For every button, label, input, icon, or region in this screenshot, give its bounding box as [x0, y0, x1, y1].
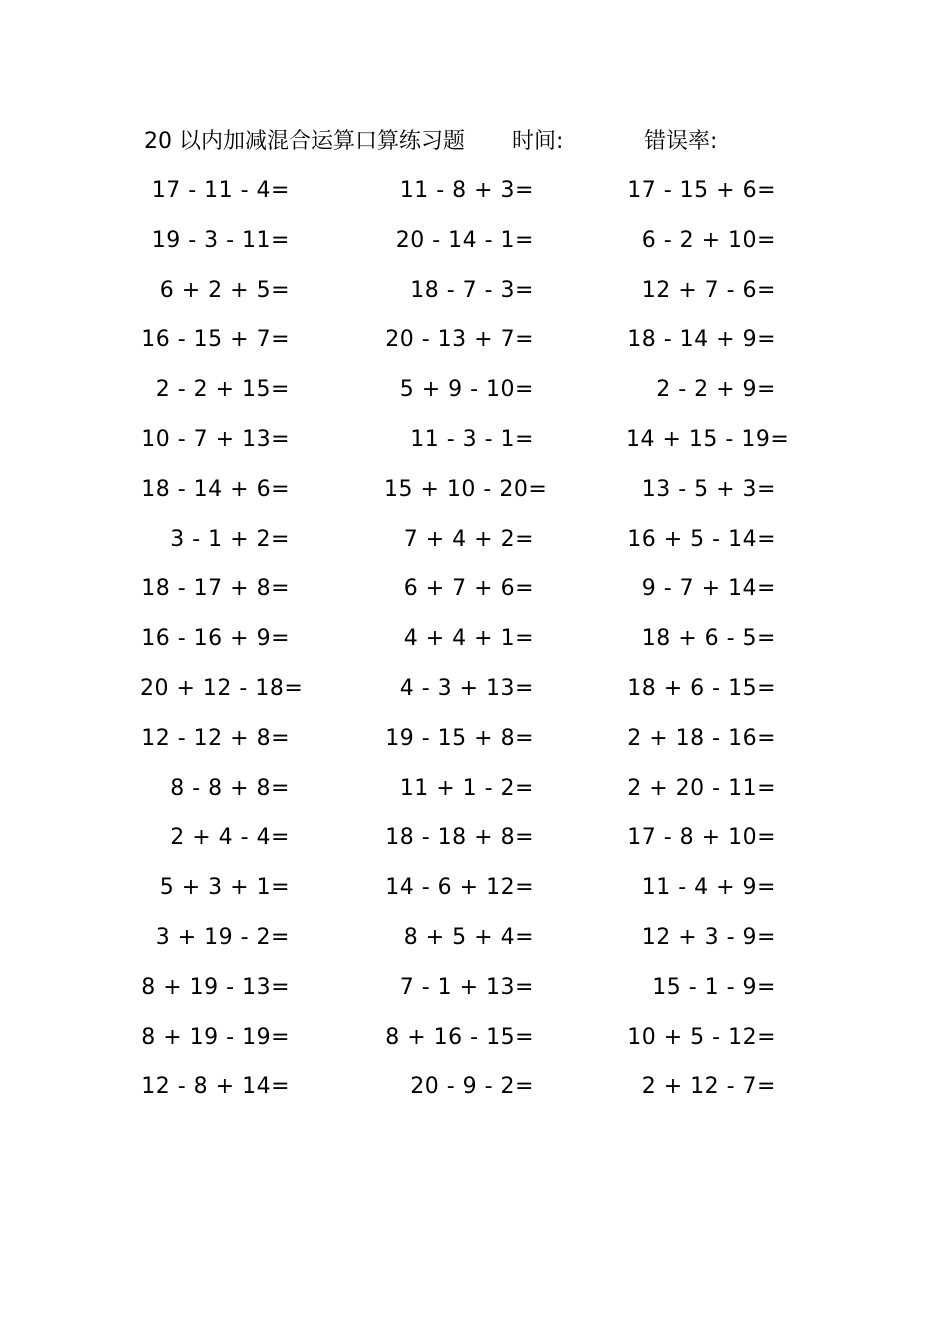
problem-row	[0, 517, 950, 567]
problem-item: 12 + 7 - 6=	[641, 277, 776, 303]
problem-row	[0, 566, 950, 616]
problem-item: 4 + 4 + 1=	[403, 626, 534, 652]
problem-row	[0, 417, 950, 467]
problem-item: 16 - 15 + 7=	[141, 327, 290, 353]
problem-item: 8 + 16 - 15=	[385, 1024, 534, 1050]
problem-item: 2 - 2 + 15=	[155, 377, 290, 403]
problem-row	[0, 865, 950, 915]
problem-item: 20 - 9 - 2=	[410, 1074, 534, 1100]
problem-item: 20 - 13 + 7=	[385, 327, 534, 353]
problem-item: 11 - 8 + 3=	[399, 178, 534, 203]
problem-item: 16 + 5 - 14=	[627, 526, 776, 552]
problem-item: 6 + 2 + 5=	[159, 277, 290, 303]
problem-item: 2 + 20 - 11=	[627, 775, 776, 801]
problem-item: 8 + 19 - 19=	[141, 1024, 290, 1050]
problem-row	[0, 1015, 950, 1065]
error-rate-label: 错误率:	[644, 129, 718, 154]
problem-item: 11 - 3 - 1=	[410, 426, 534, 452]
problem-item: 12 + 3 - 9=	[641, 924, 776, 950]
problem-item: 5 + 3 + 1=	[159, 875, 290, 901]
problem-item: 18 - 18 + 8=	[385, 825, 534, 851]
problem-item: 2 + 12 - 7=	[641, 1074, 776, 1100]
problem-item: 7 - 1 + 13=	[399, 974, 534, 1000]
problem-item: 20 - 14 - 1=	[395, 227, 534, 253]
problem-item: 11 - 4 + 9=	[641, 875, 776, 901]
problem-item: 18 + 6 - 5=	[641, 626, 776, 652]
problem-row	[0, 317, 950, 367]
problem-item: 9 - 7 + 14=	[641, 576, 776, 602]
problem-item: 2 + 4 - 4=	[170, 825, 290, 851]
problem-item: 18 - 14 + 9=	[627, 327, 776, 353]
problem-item: 19 - 3 - 11=	[151, 227, 290, 253]
problem-item: 3 + 19 - 2=	[155, 924, 290, 950]
problem-grid	[0, 168, 950, 1114]
problem-item: 4 - 3 + 13=	[399, 675, 534, 701]
problem-row	[0, 467, 950, 517]
problem-item: 2 - 2 + 9=	[656, 377, 776, 403]
worksheet-header	[144, 124, 718, 160]
problem-row	[0, 218, 950, 268]
problem-item: 17 - 11 - 4=	[151, 178, 290, 203]
problem-row	[0, 766, 950, 816]
time-label: 时间:	[512, 129, 564, 154]
problem-item: 6 - 2 + 10=	[641, 227, 776, 253]
problem-item: 18 - 17 + 8=	[141, 576, 290, 602]
problem-row	[0, 716, 950, 766]
problem-item: 15 + 10 - 20=	[384, 476, 548, 502]
problem-row	[0, 367, 950, 417]
problem-item: 10 + 5 - 12=	[627, 1024, 776, 1050]
problem-item: 10 - 7 + 13=	[141, 426, 290, 452]
problem-row	[0, 1064, 950, 1114]
problem-row	[0, 268, 950, 318]
problem-item: 15 - 1 - 9=	[652, 974, 776, 1000]
problem-item: 14 - 6 + 12=	[385, 875, 534, 901]
problem-row	[0, 616, 950, 666]
problem-item: 12 - 8 + 14=	[141, 1074, 290, 1100]
problem-item: 16 - 16 + 9=	[141, 626, 290, 652]
problem-item: 8 - 8 + 8=	[170, 775, 290, 801]
problem-item: 3 - 1 + 2=	[170, 526, 290, 552]
problem-row	[0, 915, 950, 965]
problem-item: 13 - 5 + 3=	[641, 476, 776, 502]
problem-item: 12 - 12 + 8=	[141, 725, 290, 751]
problem-item: 8 + 5 + 4=	[403, 924, 534, 950]
problem-item: 7 + 4 + 2=	[403, 526, 534, 552]
problem-item: 17 - 15 + 6=	[627, 178, 776, 203]
problem-item: 17 - 8 + 10=	[627, 825, 776, 851]
problem-item: 19 - 15 + 8=	[385, 725, 534, 751]
worksheet-title: 20 以内加减混合运算口算练习题	[144, 129, 465, 154]
problem-item: 2 + 18 - 16=	[627, 725, 776, 751]
problem-item: 5 + 9 - 10=	[399, 377, 534, 403]
problem-row	[0, 815, 950, 865]
problem-item: 18 - 7 - 3=	[410, 277, 534, 303]
problem-item: 18 - 14 + 6=	[141, 476, 290, 502]
problem-item: 8 + 19 - 13=	[141, 974, 290, 1000]
problem-item: 6 + 7 + 6=	[403, 576, 534, 602]
problem-item: 14 + 15 - 19=	[626, 426, 790, 452]
problem-item: 18 + 6 - 15=	[627, 675, 776, 701]
problem-item: 11 + 1 - 2=	[399, 775, 534, 801]
problem-row	[0, 666, 950, 716]
problem-item: 20 + 12 - 18=	[140, 675, 304, 701]
problem-row	[0, 168, 950, 218]
problem-row	[0, 965, 950, 1015]
